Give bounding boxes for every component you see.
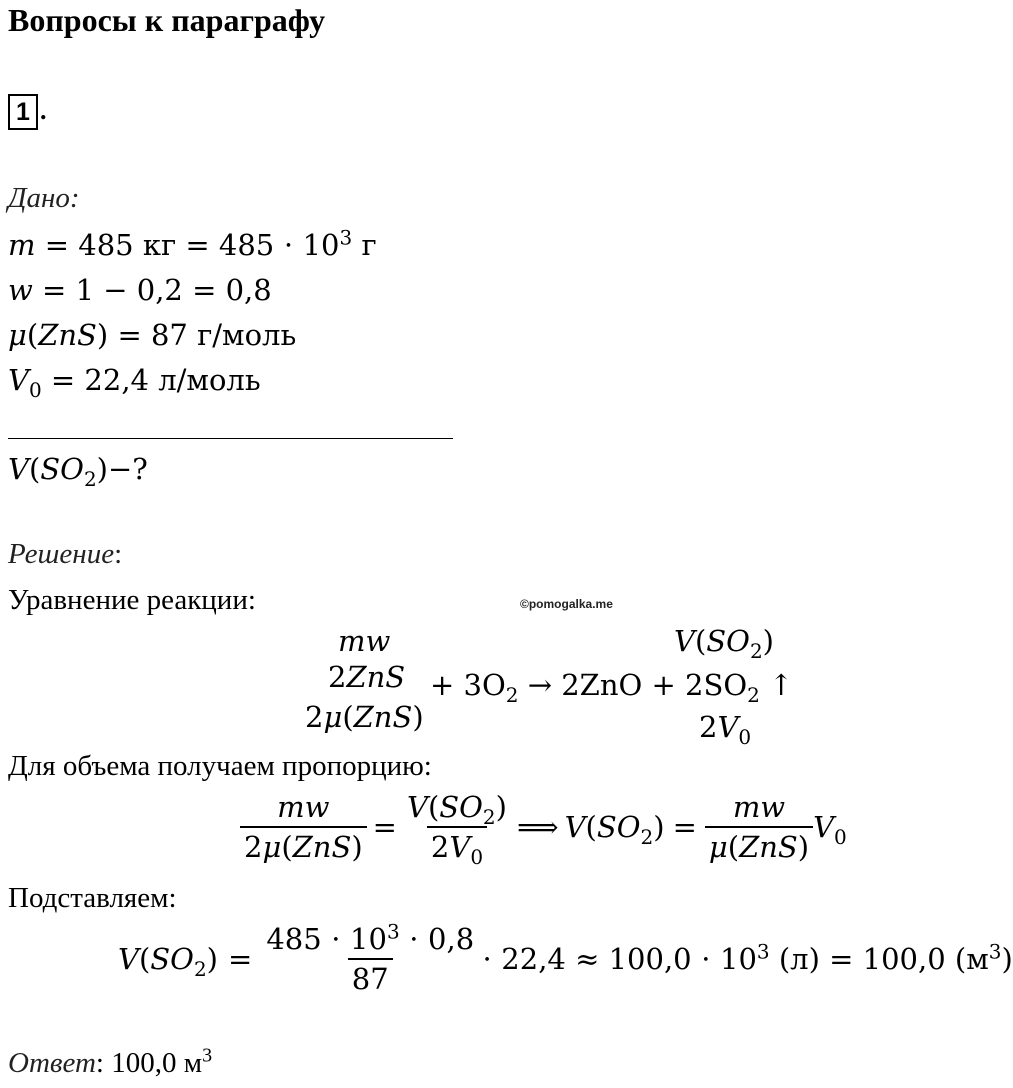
eq-above-so2: $V(SO_2)$ — [674, 624, 774, 663]
given-mass: m = 485 кг = $485 \cdot 10^3$ г — [8, 225, 377, 262]
problem-number: 1 — [8, 94, 38, 130]
eq-above-zns: mw — [338, 624, 391, 658]
eq-middle: + 3O — [430, 668, 506, 702]
watermark: ©pomogalka.me — [520, 597, 613, 611]
arrow-up-icon: ↑ — [759, 668, 794, 702]
eq-main: + $3O_2 \to 2ZnO + 2SO_2$ ↑ — [430, 668, 794, 707]
given-mass-unit: г — [352, 228, 377, 262]
reaction-label: Уравнение реакции: — [8, 584, 256, 616]
calculation-formula: $V(SO_2)$ = $\frac{485 \cdot 10^3 \cdot 0,8}{87}$ ⋅ $22,4 \approx 100,0 \cdot 10^3$ (л) = 100,0 $(м^3)$ — [118, 919, 1013, 996]
page-title: Вопросы к параграфу — [8, 2, 326, 38]
calc-tail: ⋅ 22,4 ≈ 100,0 ⋅ 10 — [482, 942, 757, 976]
answer-value: 100,0 м — [111, 1047, 203, 1079]
fraction-right: $\frac{mw}{\text{μ(ZnS)}}$ — [705, 790, 813, 864]
eq-below-zns: 2μ(ZnS) — [305, 700, 424, 734]
answer-label: Ответ — [8, 1047, 96, 1079]
calc-tail2: (л) = 100,0 (м — [769, 942, 989, 976]
given-molar-mass: μ(ZnS) = 87 г/моль — [8, 318, 297, 352]
calc-numerator: 485 ⋅ 10 — [266, 922, 387, 956]
given-molar-mass-value: = 87 г/моль — [117, 318, 297, 352]
eq-zns: 2ZnS — [328, 660, 406, 694]
solution-heading: Решение: — [8, 538, 123, 570]
given-molar-volume: $V_0 = 22,4$ л/моль — [8, 363, 261, 402]
substitute-label: Подставляем: — [8, 882, 177, 914]
proportion-label: Для объема получаем пропорцию: — [8, 750, 432, 782]
fraction-middle: $\frac{V(SO_2)}{2V_0}$ — [406, 790, 507, 869]
answer-exponent: 3 — [202, 1044, 213, 1067]
find-line: $V(SO_2)-$? — [8, 452, 148, 491]
given-mass-exponent: 3 — [339, 225, 353, 250]
fraction-left: $\frac{mw}{\text{2μ(ZnS)}}$ — [240, 790, 367, 864]
find-question: −? — [108, 452, 148, 486]
given-mass-value: 485 кг = 485 ⋅ 10 — [78, 228, 340, 262]
given-molar-volume-value: = 22,4 л/моль — [50, 363, 261, 397]
problem-number-dot: . — [40, 96, 47, 125]
calc-fraction: $\frac{485 \cdot 10^3 \cdot 0,8}{87}$ — [266, 919, 475, 996]
answer-line: Ответ: 100,0 $м^3$ — [8, 1044, 213, 1079]
proportion-formula: $\frac{mw}{\text{2μ(ZnS)}}$ = $\frac{V(SO_2)}{2V_0}$ ⟹ $V(SO_2)$ = $\frac{mw}{\text{μ(ZnS)}}$ $V_0$ — [240, 790, 847, 864]
calc-denominator: 87 — [351, 962, 389, 996]
given-divider — [8, 438, 453, 439]
calc-numerator-tail: ⋅ 0,8 — [399, 922, 475, 956]
eq-below-so2: $2V_0$ — [699, 710, 752, 749]
eq-right: → 2ZnO + 2SO — [518, 668, 748, 702]
calc-tail3: ) — [1001, 942, 1013, 976]
given-fraction: w = 1 − 0,2 = 0,8 — [8, 273, 272, 307]
given-fraction-value: = 1 − 0,2 = 0,8 — [42, 273, 272, 307]
given-heading: Дано: — [8, 182, 80, 214]
